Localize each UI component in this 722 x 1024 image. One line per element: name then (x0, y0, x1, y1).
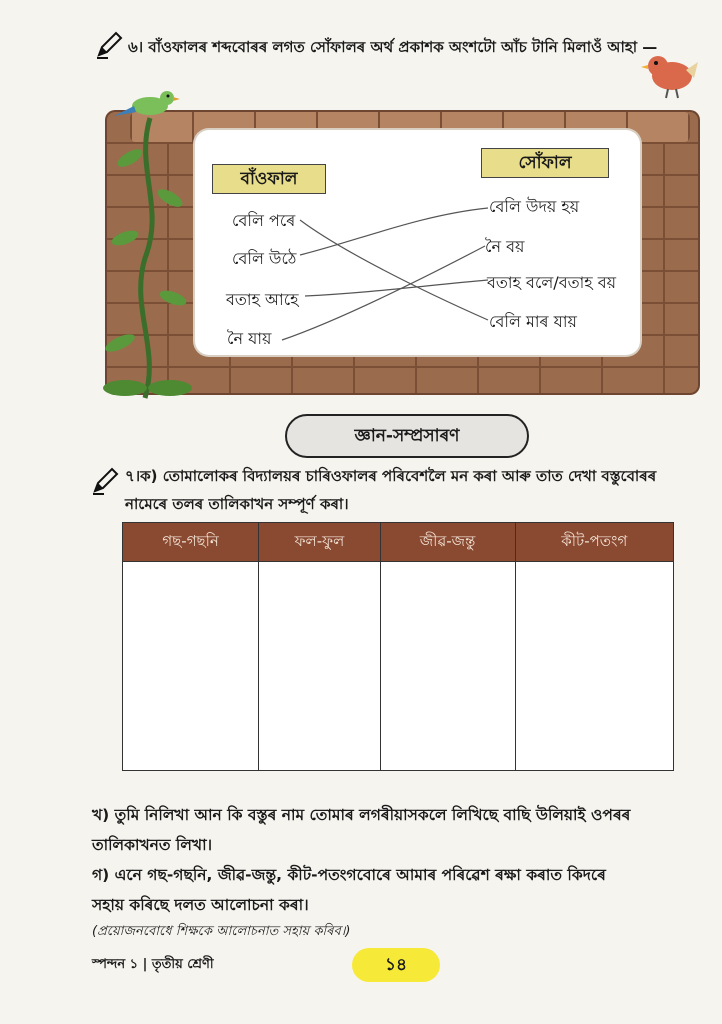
question-7a-line1: ৭।ক) তোমালোকৰ বিদ্যালয়ৰ চাৰিওফালৰ পৰিবেশলৈ মন কৰা আৰু তাত দেখা বস্তুবোৰৰ (125, 467, 657, 485)
question-6-heading: ৬। বাঁওফালৰ শব্দবোৰৰ লগত সোঁফালৰ অৰ্থ প্ৰকাশক অংশটো আঁচ টানি মিলাওঁ আহা — (128, 38, 658, 56)
environment-table (122, 522, 674, 771)
table-cell[interactable] (380, 562, 515, 771)
left-item: বেলি উঠে (232, 249, 297, 268)
teacher-note: (প্ৰয়োজনবোধে শিক্ষকে আলোচনাত সহায় কৰিব।) (92, 924, 351, 939)
table-cell[interactable] (123, 562, 259, 771)
book-title: স্পন্দন ১ | তৃতীয় শ্ৰেণী (92, 957, 214, 972)
table-cell[interactable] (259, 562, 380, 771)
question-7c-line1: গ) এনে গছ-গছনি, জীৱ-জন্তু, কীট-পতংগবোৰে আমাৰ পৰিৱেশ ৰক্ষা কৰাত কিদৰে (92, 866, 606, 884)
right-column-header: সোঁফাল (481, 148, 609, 178)
left-item: বতাহ আহে (226, 290, 299, 309)
right-item: বেলি উদয় হয় (489, 197, 580, 216)
pencil-icon (90, 466, 120, 496)
question-7b-line2: তালিকাখনত লিখা। (92, 836, 213, 854)
question-7b (92, 800, 717, 860)
left-column-header: বাঁওফাল (212, 164, 326, 194)
right-item: বেলি মাৰ যায় (489, 312, 577, 331)
table-cell[interactable] (515, 562, 673, 771)
table-header-trees: গছ-গছনি (123, 523, 259, 562)
question-7b-line1: খ) তুমি নিলিখা আন কি বস্তুৰ নাম তোমাৰ লগৰীয়াসকলে লিখিছে বাছি উলিয়াই ওপৰৰ (92, 806, 631, 824)
table-header-insects: কীট-পতংগ (515, 523, 673, 562)
question-7c-line2: সহায় কৰিছে দলত আলোচনা কৰা। (92, 896, 309, 914)
page-number: ১৪ (352, 948, 440, 982)
section-banner: জ্ঞান-সম্প্ৰসাৰণ (285, 414, 529, 458)
pencil-icon (94, 30, 124, 60)
vine-illustration (95, 88, 205, 413)
question-7a-line2: নামেৰে তলৰ তালিকাখন সম্পূৰ্ণ কৰা। (125, 495, 349, 513)
left-item: বেলি পৰে (232, 211, 296, 230)
bird-icon (638, 48, 700, 100)
table-header-animals: জীৱ-জন্তু (380, 523, 515, 562)
question-7c (92, 860, 717, 920)
question-7a (125, 462, 720, 518)
right-item: বতাহ বলে/বতাহ বয় (487, 273, 617, 292)
left-item: নৈ যায় (227, 329, 272, 348)
right-item: নৈ বয় (485, 237, 525, 256)
green-bird-icon (112, 86, 182, 126)
table-header-fruits-flowers: ফল-ফুল (259, 523, 380, 562)
